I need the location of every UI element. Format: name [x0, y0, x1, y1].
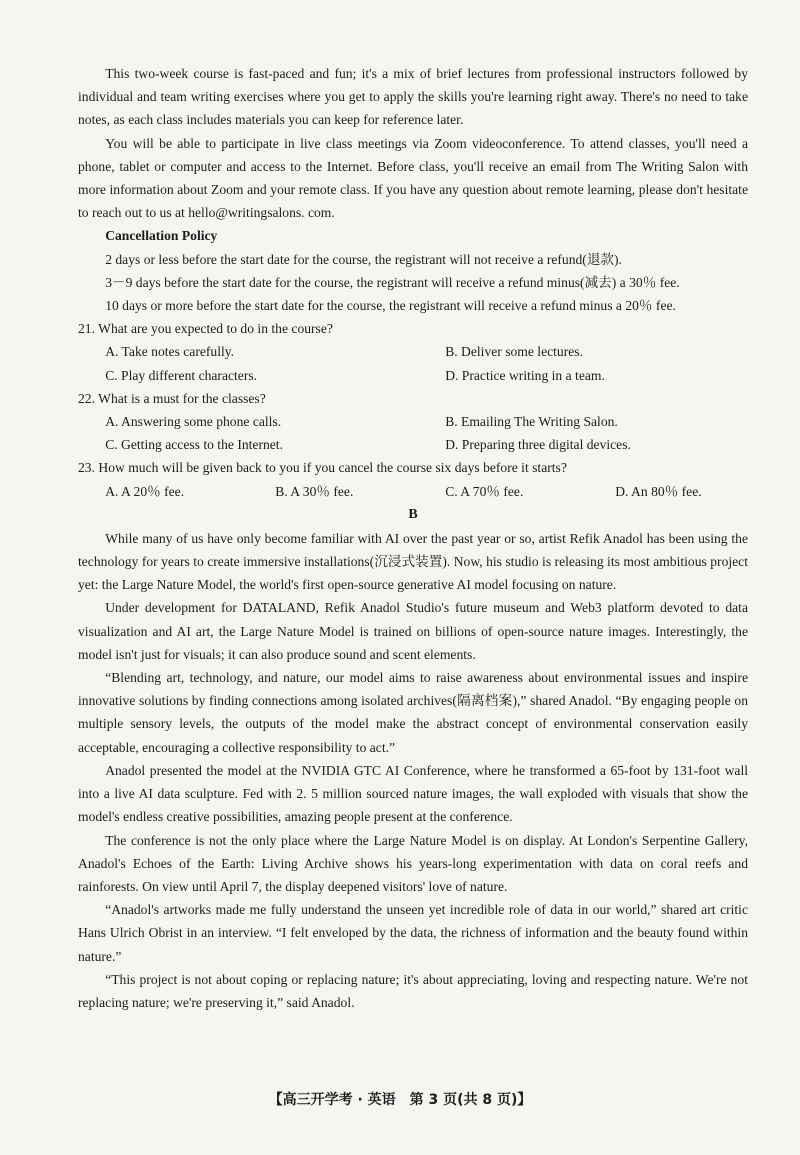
question-22 — [78, 387, 748, 457]
question-23 — [78, 456, 748, 502]
passage-b-paragraph: “Blending art, technology, and nature, our model aims to raise awareness about environmental issues and inspire innovative solutions by finding connections among isolated archives(隔离档案),” shared Anadol. “By engaging people on multiple sensory levels, the outputs of the model make the abstract concept of environmental conservation easily acceptable, encouraging a collective responsibility to act.” — [78, 670, 748, 755]
policy-item: 10 days or more before the start date for the course, the registrant will receive a refund minus a 20％ fee. — [105, 298, 676, 314]
option-b: B. Emailing The Writing Salon. — [445, 414, 618, 430]
option-b: B. Deliver some lectures. — [445, 344, 583, 360]
section-b-label: B — [408, 506, 418, 522]
policy-item: 3－9 days before the start date for the course, the registrant will receive a refund minus(减去) a 30％ fee. — [105, 274, 680, 290]
cancellation-policy-heading: Cancellation Policy — [105, 228, 218, 244]
passage-a-paragraph: This two-week course is fast-paced and fun; it's a mix of brief lectures from professional instructors followed by individual and team writing exercises where you get to apply the skills you're learning right away. There's no need to take notes, as each class includes materials you can keep for reference later. — [78, 66, 748, 128]
option-c: C. Getting access to the Internet. — [105, 437, 283, 453]
question-stem: 21. What are you expected to do in the course? — [78, 321, 333, 337]
option-a: A. A 20％ fee. — [105, 483, 185, 499]
option-d: D. An 80％ fee. — [615, 483, 702, 499]
option-a: A. Answering some phone calls. — [105, 414, 282, 430]
passage-b-paragraph: While many of us have only become familiar with AI over the past year or so, artist Refik Anadol has been using the technology for years to create immersive installations(沉浸式装置). Now, his studio is releasing its most ambitious project yet: the Large Nature Model, the world's first open-source generative AI model focusing on nature. — [78, 530, 748, 593]
question-stem: 22. What is a must for the classes? — [78, 390, 266, 406]
page-footer: 【高三开学考 · 英语 第 3 页(共 8 页)】 — [268, 1092, 532, 1108]
passage-a-paragraph: You will be able to participate in live class meetings via Zoom videoconference. To attend classes, you'll need a phone, tablet or computer and access to the Internet. Before class, you'll receive an email from The Writing Salon with more information about Zoom and your remote class. If you have any question about remote learning, please don't hesitate to reach out to us at hello@writingsalons. com. — [78, 135, 748, 221]
option-c: C. A 70％ fee. — [445, 483, 524, 499]
passage-b-paragraph: Under development for DATALAND, Refik Anadol Studio's future museum and Web3 platform devoted to data visualization and AI art, the Large Nature Model is trained on billions of open-source nature images. Interestingly, the model isn't just for visuals; it can also produce sound and scent elements. — [78, 600, 748, 662]
question-stem: 23. How much will be given back to you if you cancel the course six days before it starts? — [78, 460, 567, 476]
passage-b-paragraph: Anadol presented the model at the NVIDIA GTC AI Conference, where he transformed a 65-foot by 131-foot wall into a live AI data sculpture. Fed with 2. 5 million sourced nature images, the wall exploded with visuals that show the model's endless creative possibilities, amazing people present at the conference. — [78, 762, 748, 825]
passage-b-paragraph: The conference is not the only place where the Large Nature Model is on display. At London's Serpentine Gallery, Anadol's Echoes of the Earth: Living Archive shows his years-long experimentation with data on coral reefs and rainforests. On view until April 7, the display deepened visitors' love of nature. — [78, 832, 748, 894]
option-d: D. Preparing three digital devices. — [445, 437, 631, 453]
policy-item: 2 days or less before the start date for the course, the registrant will not receive a refund(退款). — [105, 251, 622, 267]
option-c: C. Play different characters. — [105, 367, 258, 383]
option-d: D. Practice writing in a team. — [445, 367, 605, 383]
option-a: A. Take notes carefully. — [105, 344, 235, 360]
option-b: B. A 30％ fee. — [275, 483, 354, 499]
passage-b-paragraph: “This project is not about coping or replacing nature; it's about appreciating, loving and respecting nature. We're not replacing nature; we're preserving it,” said Anadol. — [78, 971, 748, 1010]
passage-b-paragraph: “Anadol's artworks made me fully understand the unseen yet incredible role of data in our world,” shared art critic Hans Ulrich Obrist in an interview. “I felt enveloped by the data, the richness of information and the beauty found within nature.” — [78, 902, 748, 964]
question-21 — [78, 317, 748, 387]
